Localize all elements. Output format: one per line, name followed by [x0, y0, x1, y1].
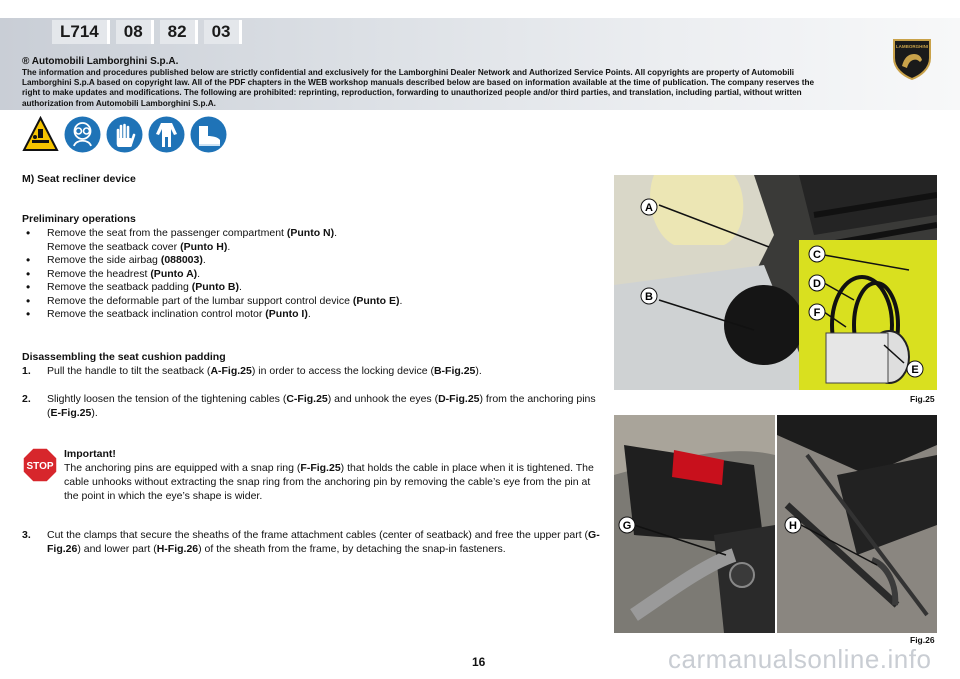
list-item: • Remove the headrest (Punto A).	[26, 266, 201, 281]
figure-26-photo-right	[777, 415, 937, 633]
crush-hazard-warning-icon	[22, 116, 59, 153]
callout-label-d	[809, 275, 825, 291]
document-code	[52, 20, 242, 44]
lamborghini-bull-shield-icon	[890, 36, 934, 80]
protective-suit-icon	[148, 116, 185, 153]
callout-label-e	[907, 361, 923, 377]
safety-icons-row	[22, 116, 227, 153]
list-item: • Remove the deformable part of the lumbar support control device (Punto E).	[26, 293, 403, 308]
protective-gloves-icon	[106, 116, 143, 153]
page-number: 16	[472, 655, 486, 669]
step-3: 3. Cut the clamps that secure the sheaths of the frame attachment cables (center of seatback) and free the upper part (G-Fig.26) and lower part (H-Fig.26) of the sheath from the frame, by detaching the snap-in fasteners.	[22, 529, 600, 555]
important-title: Important!	[64, 448, 116, 460]
important-note: Important! The anchoring pins are equipped with a snap ring (F-Fig.25) that holds the cable in place when it is tightened. The cable unhooks without extracting the snap ring from the anchoring pin by removing the cable’s eye from the pin at the point in which the eye’s shape is wider.	[64, 448, 594, 502]
preliminary-operations-list	[22, 227, 592, 322]
callout-label-c	[809, 246, 825, 262]
svg-text:F: F	[813, 307, 821, 319]
stop-sign-icon	[22, 447, 58, 483]
figure-26-caption: Fig.26	[910, 635, 935, 645]
list-item: • Remove the seat from the passenger compartment (Punto N). Remove the seatback cover (Punto H).	[26, 226, 338, 253]
code-subgroup: 82	[160, 20, 198, 44]
svg-text:H: H	[789, 520, 797, 532]
step-1: 1. Pull the handle to tilt the seatback (A-Fig.25) in order to access the locking device (B-Fig.25).	[22, 365, 482, 377]
figure-25-caption: Fig.25	[910, 394, 935, 404]
callout-label-h	[785, 517, 801, 533]
watermark: carmanualsonline.info	[668, 644, 932, 674]
copyright-title: ® Automobili Lamborghini S.p.A.	[22, 56, 179, 67]
callout-label-b	[641, 288, 657, 304]
code-chapter: 03	[204, 20, 242, 44]
svg-text:STOP: STOP	[26, 461, 54, 472]
svg-text:D: D	[813, 278, 821, 290]
svg-text:A: A	[645, 202, 653, 214]
list-item: • Remove the side airbag (088003).	[26, 253, 206, 267]
figure-26-photo-left	[614, 415, 775, 633]
callout-label-a	[641, 199, 657, 215]
svg-text:C: C	[813, 249, 821, 261]
svg-text:LAMBORGHINI: LAMBORGHINI	[895, 44, 929, 49]
section-title: M) Seat recliner device	[22, 173, 136, 185]
svg-text:B: B	[645, 291, 653, 303]
list-item: • Remove the seatback padding (Punto B).	[26, 280, 242, 294]
copyright-text: The information and procedures published below are strictly confidential and exclusively for the Lamborghini Dealer Network and Authorized Service Points. All copyrights are property of Automobili Lamborghini S.p.A based on copyright law. All of the PDF chapters in the WEB workshop manuals described below are based on information available at the time of publication. The company reserves the right to make updates and modifications. The following are prohibited: reprinting, reproduction, forwarding to unauthorized people and/or third parties, and translation, including partial, without written authorization from Automobili Lamborghini S.p.A.	[22, 68, 815, 108]
eye-protection-icon	[64, 116, 101, 153]
disassembling-heading: Disassembling the seat cushion padding	[22, 351, 226, 363]
list-item: • Remove the seatback inclination control motor (Punto I).	[26, 307, 311, 321]
safety-shoes-icon	[190, 116, 227, 153]
svg-text:G: G	[622, 520, 632, 532]
figure-25-photo	[614, 175, 937, 390]
code-group: 08	[116, 20, 154, 44]
code-model: L714	[52, 20, 110, 44]
svg-text:E: E	[911, 364, 919, 376]
step-2: 2. Slightly loosen the tension of the tightening cables (C-Fig.25) and unhook the eyes (D-Fig.25) from the anchoring pins (E-Fig.25).	[22, 393, 596, 419]
callout-label-g	[619, 517, 635, 533]
callout-label-f	[809, 304, 825, 320]
preliminary-operations-heading: Preliminary operations	[22, 213, 136, 225]
